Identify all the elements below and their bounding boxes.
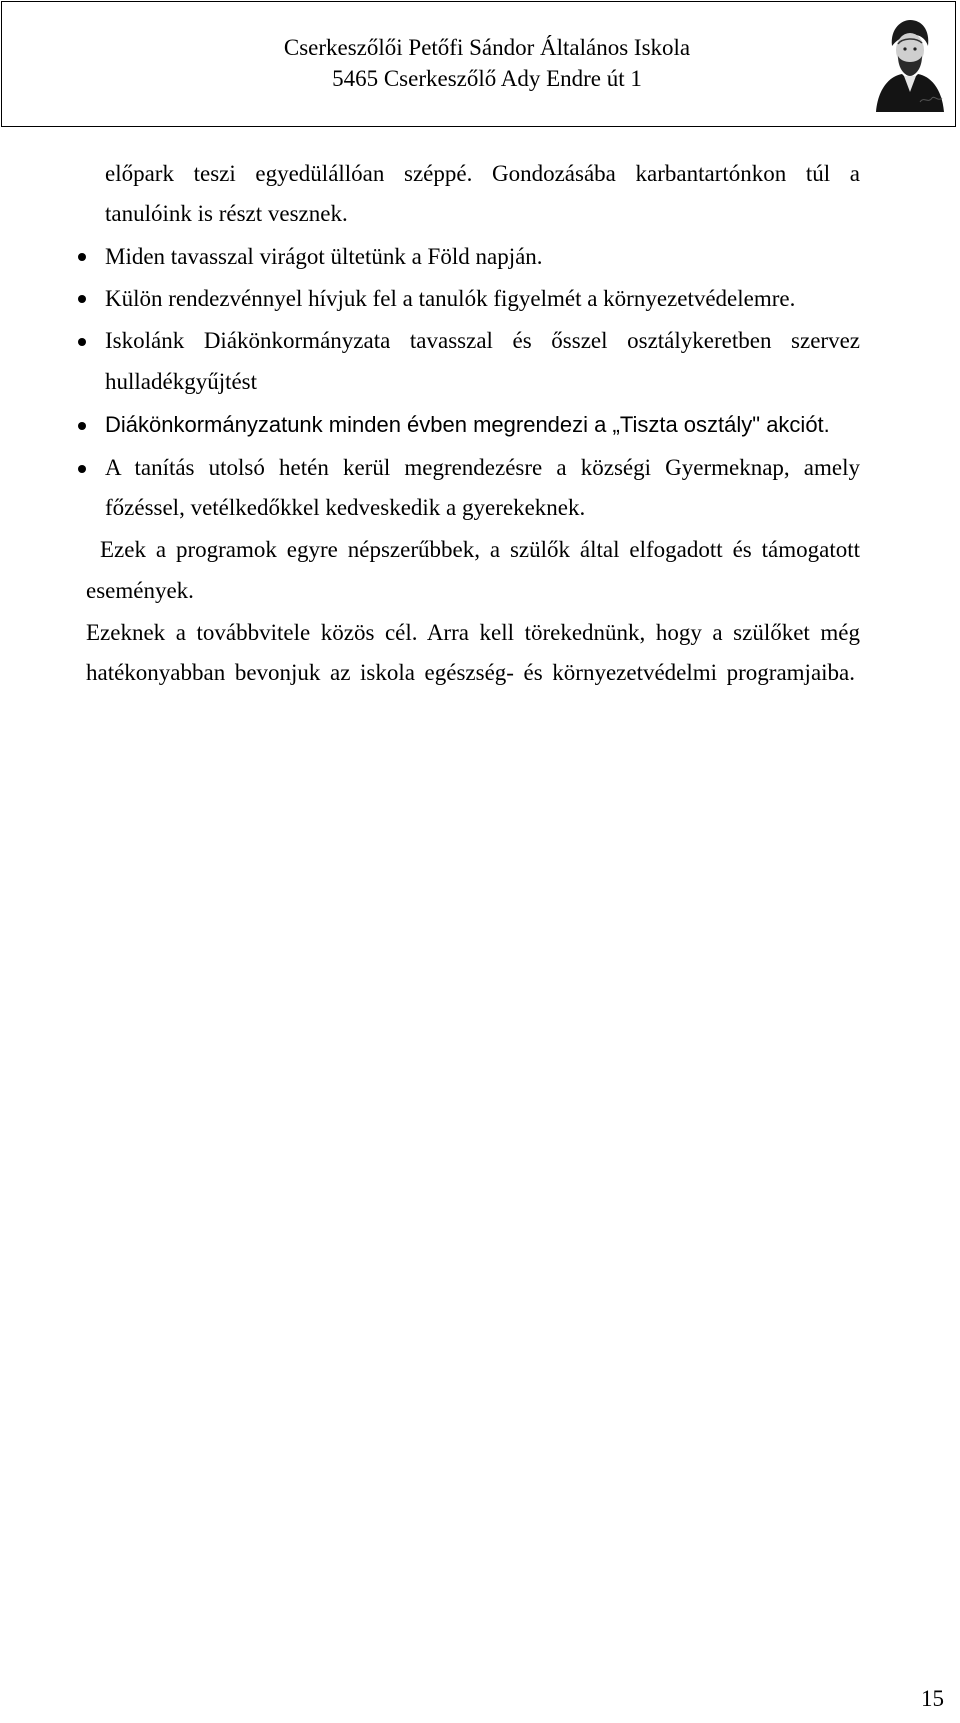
paragraph-line: tanulóink is részt vesznek.: [105, 201, 348, 226]
bullet-icon: [78, 295, 86, 303]
list-item: A tanítás utolsó hetén kerül megrendezésre a községi Gyermeknap, amely: [105, 455, 860, 480]
list-item-continuation: hulladékgyűjtést: [105, 369, 258, 394]
header-text-block: [0, 32, 960, 94]
list-item: Iskolánk Diákönkormányzata tavasszal és ősszel osztálykeretben szervez: [105, 328, 860, 353]
portrait-of-petofi-icon: [868, 12, 950, 114]
paragraph-line: előpark teszi egyedülállóan széppé. Gondozásába karbantartónkon túl a: [105, 161, 860, 186]
bullet-icon: [78, 465, 86, 473]
list-item: Külön rendezvénnyel hívjuk fel a tanulók figyelmét a környezetvédelemre.: [105, 286, 796, 311]
bullet-icon: [78, 338, 86, 346]
bullet-icon: [78, 422, 86, 430]
paragraph-line: Ezek a programok egyre népszerűbbek, a szülők által elfogadott és támogatott: [100, 537, 860, 562]
page-number: 15: [921, 1686, 944, 1711]
paragraph-line: események.: [86, 578, 194, 603]
paragraph-line: Ezeknek a továbbvitele közös cél. Arra kell törekednünk, hogy a szülőket még: [86, 620, 860, 645]
paragraph-line: hatékonyabban bevonjuk az iskola egészség- és környezetvédelmi programjaiba.: [86, 660, 855, 685]
bullet-icon: [78, 253, 86, 261]
list-item-continuation: főzéssel, vetélkedőkkel kedveskedik a gyerekeknek.: [105, 495, 586, 520]
school-name: Cserkeszőlői Petőfi Sándor Általános Iskola: [283, 35, 691, 60]
list-item: Miden tavasszal virágot ültetünk a Föld napján.: [105, 244, 543, 269]
school-address: 5465 Cserkeszőlő Ady Endre út 1: [332, 66, 642, 91]
list-item: Diákönkormányzatunk minden évben megrendezi a „Tiszta osztály" akciót.: [105, 412, 830, 437]
